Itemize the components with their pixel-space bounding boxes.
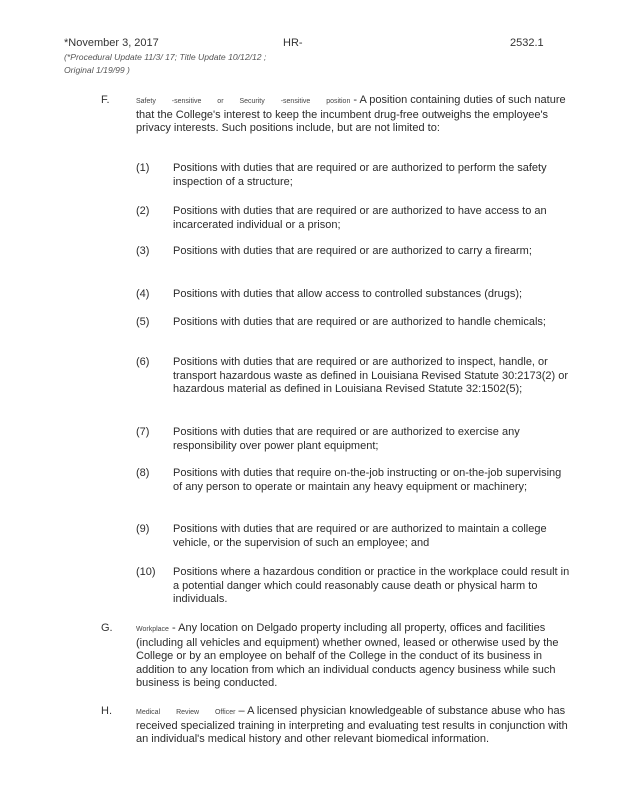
section-g-definition [136,622,574,691]
header-department: HR- [283,37,303,49]
item-2-text: Positions with duties that are required or are authorized to have access to an incarcerated individual or a prison; [173,205,547,231]
item-6-text: Positions with duties that are required or are authorized to inspect, handle, or transport hazardous waste as defined in Louisiana Revised Statute 30:2173(2) or hazardous material as defined in Louisiana Revised Statute 32:1502(5); [173,356,569,395]
header-date: *November 3, 2017 [64,37,159,49]
item-7-number: (7) [136,426,150,438]
section-f-term: Safety -sensitive or Security -sensitive position [136,98,351,105]
item-4-number: (4) [136,288,150,300]
section-h-letter: H. [101,705,112,717]
section-f-letter: F. [101,94,110,106]
section-h-definition [136,705,574,747]
header-original-line: Original 1/19/99 ) [64,65,130,75]
item-1-text: Positions with duties that are required or are authorized to perform the safety inspection of a structure; [173,162,547,188]
section-g-text: - Any location on Delgado property including all property, offices and facilities (including all vehicles and equipment) whether owned, leased or otherwise used by the College or by an employee on behalf of the College in the conduct of its business in addition to any location from which an individual conducts agency business while such business is being conducted. [136,622,559,689]
item-5-text: Positions with duties that are required or are authorized to handle chemicals; [173,316,546,328]
item-8-text: Positions with duties that require on-the-job instructing or on-the-job supervising of any person to operate or maintain any heavy equipment or machinery; [173,467,562,493]
item-10-text: Positions where a hazardous condition or practice in the workplace could result in a potential danger which could reasonably cause death or physical harm to individuals. [173,566,570,605]
item-1-number: (1) [136,162,150,174]
item-10-number: (10) [136,566,156,578]
item-6-number: (6) [136,356,150,368]
item-5-number: (5) [136,316,150,328]
item-7-text: Positions with duties that are required or are authorized to exercise any responsibility over power plant equipment; [173,426,520,452]
section-f-text: - A position containing duties of such nature that the College's interest to keep the incumbent drug-free outweighs the employee's privacy interests. Such positions include, but are not limited to: [136,94,566,134]
item-3-text: Positions with duties that are required or are authorized to carry a firearm; [173,245,532,257]
item-9-text: Positions with duties that are required or are authorized to maintain a college vehicle, or the supervision of such an employee; and [173,523,547,549]
section-h-text: – A licensed physician knowledgeable of substance abuse who has received specialized training in interpreting and evaluating test results in conjunction with an individual's medical history and other relevant biomedical information. [136,705,568,745]
section-g-term: Workplace [136,626,169,633]
item-9-number: (9) [136,523,150,535]
section-h-term: Medical Review Officer [136,709,236,716]
item-4-text: Positions with duties that allow access to controlled substances (drugs); [173,288,523,300]
section-g-letter: G. [101,622,113,634]
item-3-number: (3) [136,245,150,257]
header-update-line: (*Procedural Update 11/3/ 17; Title Update 10/12/12 ; [64,52,267,62]
header-policy-code: 2532.1 [510,37,544,49]
section-f-definition [136,94,574,136]
item-2-number: (2) [136,205,150,217]
item-8-number: (8) [136,467,150,479]
